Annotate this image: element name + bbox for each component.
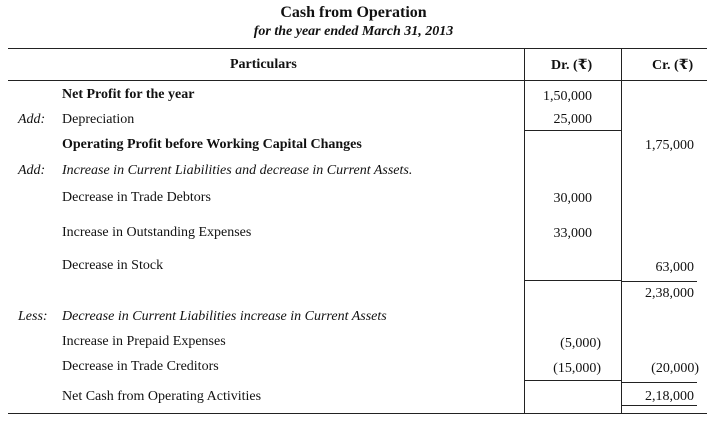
header-dr: Dr. (₹) <box>551 58 593 73</box>
dr-box-bottom-2 <box>524 280 621 281</box>
row-cr-trade-creditors: (20,000) <box>651 361 699 376</box>
row-label-outstanding-expenses: Increase in Outstanding Expenses <box>62 225 252 240</box>
dr-box-right-4 <box>621 380 622 413</box>
row-cr-net-cash: 2,18,000 <box>645 389 694 404</box>
dr-box-right-2 <box>621 130 622 280</box>
row-label-trade-debtors: Decrease in Trade Debtors <box>62 190 211 205</box>
row-dr-outstanding-expenses: 33,000 <box>553 226 592 241</box>
row-cr-operating-profit: 1,75,000 <box>645 138 694 153</box>
dr-box-right-1 <box>621 80 622 130</box>
dr-box-left-4 <box>524 380 525 413</box>
header-divider-dr <box>524 48 525 80</box>
row-label-net-cash: Net Cash from Operating Activities <box>62 389 262 404</box>
header-bottom-border <box>8 80 707 81</box>
header-cr: Cr. (₹) <box>652 58 694 73</box>
row-dr-net-profit: 1,50,000 <box>543 89 592 104</box>
row-dr-trade-creditors: (15,000) <box>553 361 601 376</box>
row-prefix-add-2: Add: <box>18 163 46 178</box>
row-dr-prepaid-expenses: (5,000) <box>560 336 601 351</box>
row-label-prepaid-expenses: Increase in Prepaid Expenses <box>62 334 226 349</box>
header-particulars: Particulars <box>230 57 297 72</box>
statement-subtitle: for the year ended March 31, 2013 <box>253 24 454 39</box>
row-prefix-add-1: Add: <box>18 112 46 127</box>
cr-total-underline <box>622 405 697 406</box>
dr-box-bottom-3 <box>524 380 621 381</box>
dr-box-right-3 <box>621 280 622 380</box>
row-label-trade-creditors: Decrease in Trade Creditors <box>62 359 219 374</box>
row-cr-stock: 63,000 <box>655 260 694 275</box>
row-label-operating-profit: Operating Profit before Working Capital Changes <box>62 137 362 152</box>
row-dr-trade-debtors: 30,000 <box>553 191 592 206</box>
row-label-decrease-current-liabilities: Decrease in Current Liabilities increase in Current Assets <box>62 309 387 324</box>
dr-box-left-1 <box>524 80 525 130</box>
table-top-border <box>8 48 707 49</box>
row-cr-subtotal: 2,38,000 <box>645 286 694 301</box>
cr-subtotal-rule <box>622 281 697 282</box>
row-dr-depreciation: 25,000 <box>553 112 592 127</box>
row-label-stock: Decrease in Stock <box>62 258 164 273</box>
dr-box-bottom-1 <box>524 130 621 131</box>
dr-box-left-3 <box>524 280 525 380</box>
header-divider-cr <box>621 48 622 80</box>
cr-total-rule <box>622 382 697 383</box>
row-prefix-less: Less: <box>18 309 48 324</box>
statement-title: Cash from Operation <box>280 4 427 21</box>
row-label-net-profit: Net Profit for the year <box>62 87 195 102</box>
dr-box-left-2 <box>524 130 525 280</box>
table-bottom-border <box>8 413 707 414</box>
row-label-increase-current-liabilities: Increase in Current Liabilities and decrease in Current Assets. <box>62 163 413 178</box>
row-label-depreciation: Depreciation <box>62 112 135 127</box>
